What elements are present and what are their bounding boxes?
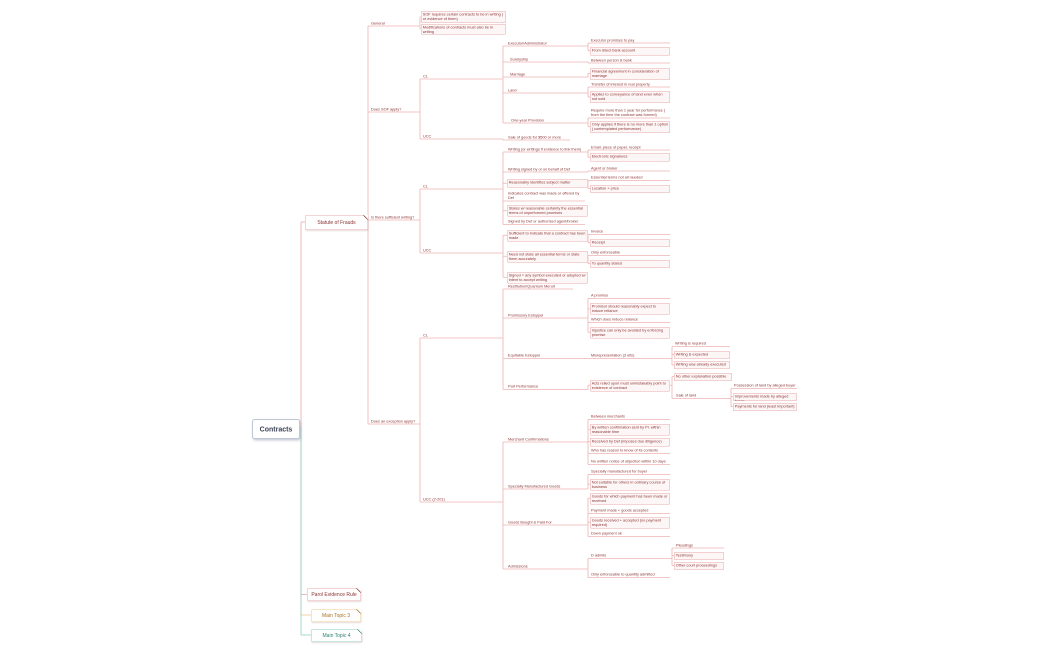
topic-from-direct-bank-account[interactable]: From direct bank account [590,47,670,56]
topic-executor-promises-to-pay[interactable]: Executor promises to pay [591,37,635,43]
topic-main-topic-4[interactable]: Main Topic 4 [311,629,362,642]
folded-corner-icon [357,588,362,593]
topic-payments-for-land-least-important[interactable]: Payments for land (least important) [733,403,797,411]
topic-not-suitable-for-others-in-ordinary-course-of-bu[interactable]: Not suitable for others in ordinary course of business [590,479,670,491]
topic-no-other-explanation-possible[interactable]: No other explanation possible [674,373,732,381]
topic-testimony[interactable]: Testimony [674,552,724,560]
topic-specially-manufactured-goods[interactable]: Specially Manufactured Goods [508,483,561,489]
topic-between-merchants[interactable]: Between merchants [591,414,625,419]
topic-possession-of-land-by-alleged-buyer[interactable]: Possession of land by alleged buyer [734,383,796,388]
topic-does-an-exception-apply[interactable]: Does an exception apply? [371,418,416,424]
topic-essential-terms-not-all-needed[interactable]: Essential terms not all needed [591,175,643,180]
topic-transfer-of-interest-in-real-property[interactable]: Transfer of interest in real property [591,81,650,87]
topic-sale-of-land[interactable]: Sale of land [676,393,697,398]
topic-financial-agreement-in-consideration-of-marriage[interactable]: Financial agreement in consideration of marriage [590,68,670,80]
topic-marriage[interactable]: Marriage [510,71,526,77]
topic-applies-to-conveyance-of-land-even-when-not-sold[interactable]: Applies to conveyance of land even when not sold [590,91,670,103]
topic-only-enforceable-to-quantity-admitted[interactable]: Only enforceable to quantity admitted [591,572,655,577]
topic-improvements-made-by-alleged-buyer[interactable]: Improvements made by alleged buyer [733,393,797,401]
topic-payment-made-goods-accepted[interactable]: Payment made + goods accepted [591,508,649,513]
topic-states-w-reasonable-certainty-the-essential-term[interactable]: States w/ reasonable certainty the essential terms of unperformed promises [507,205,588,217]
topic-misrepresentation-3-elts[interactable]: Misrepresentation (3 elts) [591,353,635,358]
topic-general[interactable]: General [371,20,385,26]
topic-need-not-state-all-essential-terms-or-state-them[interactable]: Need not state all essential terms or state them accurately [507,251,588,263]
topic-suretyship[interactable]: Suretyship [510,56,529,62]
topic-equitable-estoppel[interactable]: Equitable Estoppel [508,353,541,358]
topic-received-by-def-imposes-due-diligence[interactable]: Received by Def (imposes due diligence) [590,438,670,447]
topic-between-person-bank[interactable]: Between person & bank [591,57,632,63]
topic-who-has-reason-to-know-of-its-contents[interactable]: Who has reason to know of its contents [591,448,659,453]
topic-a-promise[interactable]: A promise [591,293,609,298]
folded-corner-icon [357,609,362,614]
topic-acts-relied-upon-must-unmistakably-point-to-exis[interactable]: Acts relied upon must unmistakably point to existence of contract [590,380,670,392]
topic-which-does-induce-reliance[interactable]: Which does induce reliance [591,317,639,322]
folded-corner-icon [358,629,363,634]
topic-cl[interactable]: CL [423,332,428,338]
topic-promisor-should-reasonably-expect-to-induce-reli[interactable]: Promisor should reasonably expect to induce reliance [590,303,670,315]
topic-only-applies-if-there-is-no-more-than-1-option-c[interactable]: Only applies if there is no more than 1 option ( contemplated performance) [591,121,669,131]
topic-writing-signed-by-or-on-behalf-of-def[interactable]: Writing signed by or on behalf of Def [508,166,571,172]
topic-other-court-proceedings[interactable]: Other court proceedings [674,562,724,570]
topic-no-written-notice-of-objection-within-10-days[interactable]: No written notice of objection within 10 days [591,459,666,464]
topic-writing-is-expected[interactable]: Writing is expected [674,351,730,359]
topic-down-payment-ok[interactable]: Down payment ok [591,531,622,536]
topic-location-price[interactable]: Location + price [590,185,670,193]
topic-sufficient-to-indicate-that-a-contract-has-been-[interactable]: Sufficient to indicate that a contract has been made [507,230,588,242]
topic-statute-of-frauds[interactable]: Statute of Frauds [305,215,368,230]
topic-signed-any-symbol-executed-or-adopted-w-intent-t[interactable]: Signed = any symbol executed or adopted w/ intent to accept writing [507,272,588,284]
topic-main-topic-3[interactable]: Main Topic 3 [311,609,361,622]
topic-d-admits[interactable]: D admits [591,553,607,558]
topic-agent-or-broker[interactable]: Agent or broker [591,165,618,171]
topic-merchant-confirmations[interactable]: Merchant Confirmations [508,436,549,442]
topic-reasonably-identifies-subject-matter[interactable]: Reasonably identifies subject matter [507,179,588,188]
topic-by-written-confirmation-sent-by-pl-within-reason[interactable]: By written confirmation sent by Pl. within reasonable time [590,424,670,436]
topic-land[interactable]: Land [508,87,517,93]
folded-corner-icon [364,215,369,220]
topic-ucc[interactable]: UCC [423,133,432,139]
topic-require-more-than-1-year-for-performance-from-th[interactable]: Require more than 1 year for performance ( from the time the contract was formed) [591,108,666,118]
topic-cl[interactable]: CL [423,73,428,79]
topic-goods-bought-paid-for[interactable]: Goods Bought & Paid For [508,519,552,525]
topic-pleadings[interactable]: Pleadings [676,542,693,548]
topic-ucc[interactable]: UCC [423,247,432,253]
topic-sof-requires-certain-contracts-to-be-in-writing-[interactable]: SOF requires certain contracts to be in writing ( or evidence of them) [421,11,506,23]
topic-indicates-contract-was-made-or-offered-by-def[interactable]: Indicates contract was made or offered by Def [508,191,580,201]
topic-one-year-provision[interactable]: One-year Provision [511,117,544,123]
topic-modifications-of-contracts-must-also-be-in-writi[interactable]: Modifications of contracts must also be in writing [421,24,506,35]
topic-is-there-sufficient-writing[interactable]: Is there sufficient writing? [371,214,415,220]
topic-receipt[interactable]: Receipt [590,239,670,247]
topic-writing-is-required[interactable]: Writing is required [675,341,706,346]
topic-contracts[interactable]: Contracts [252,419,300,439]
topic-cl[interactable]: CL [423,183,428,189]
topic-admissions[interactable]: Admissions [508,563,528,569]
topic-injustice-can-only-be-avoided-by-enforcing-promi[interactable]: Injustice can only be avoided by enforcing promise [590,327,670,339]
topic-ucc-2-201[interactable]: UCC (2-201) [423,496,445,502]
topic-promissory-estoppel[interactable]: Promissory Estoppel [508,312,544,318]
topic-parol-evidence-rule[interactable]: Parol Evidence Rule [307,588,361,601]
topic-executor-administrator[interactable]: Executor/Administrator [508,40,547,46]
topic-does-sof-apply[interactable]: Does SOF apply? [371,106,402,112]
topic-part-performance[interactable]: Part Performance [508,384,539,389]
topic-sale-of-goods-for-500-or-more[interactable]: Sale of goods for $500 or more [508,134,561,140]
topic-writing-or-writings-if-evidence-to-link-them[interactable]: Writing (or writings if evidence to link them) [508,146,582,152]
topic-restitution-quantum-meruit[interactable]: Restitution/Quantum Meruit [508,283,555,289]
topic-writing-was-already-executed[interactable]: Writing was already executed [674,361,730,369]
topic-signed-by-def-or-authorized-agent-broker[interactable]: Signed by Def or authorized agent/broker [508,219,579,224]
topic-electronic-signatures[interactable]: Electronic signatures [590,153,670,162]
topic-only-enforceable[interactable]: Only enforceable [591,250,621,255]
topic-email-piece-of-paper-receipt[interactable]: Email, piece of paper, receipt [591,144,641,150]
topic-goods-for-which-payment-has-been-made-or-receive[interactable]: Goods for which payment has been made or received [590,493,670,505]
topic-invoice[interactable]: Invoice [591,229,604,234]
topic-to-quantity-stated[interactable]: To quantity stated [590,260,670,268]
topic-goods-received-accepted-no-payment-required[interactable]: Goods received + accepted (no payment required) [590,517,670,529]
topic-specially-manufactured-for-buyer[interactable]: Specially manufactured for buyer [591,469,648,474]
